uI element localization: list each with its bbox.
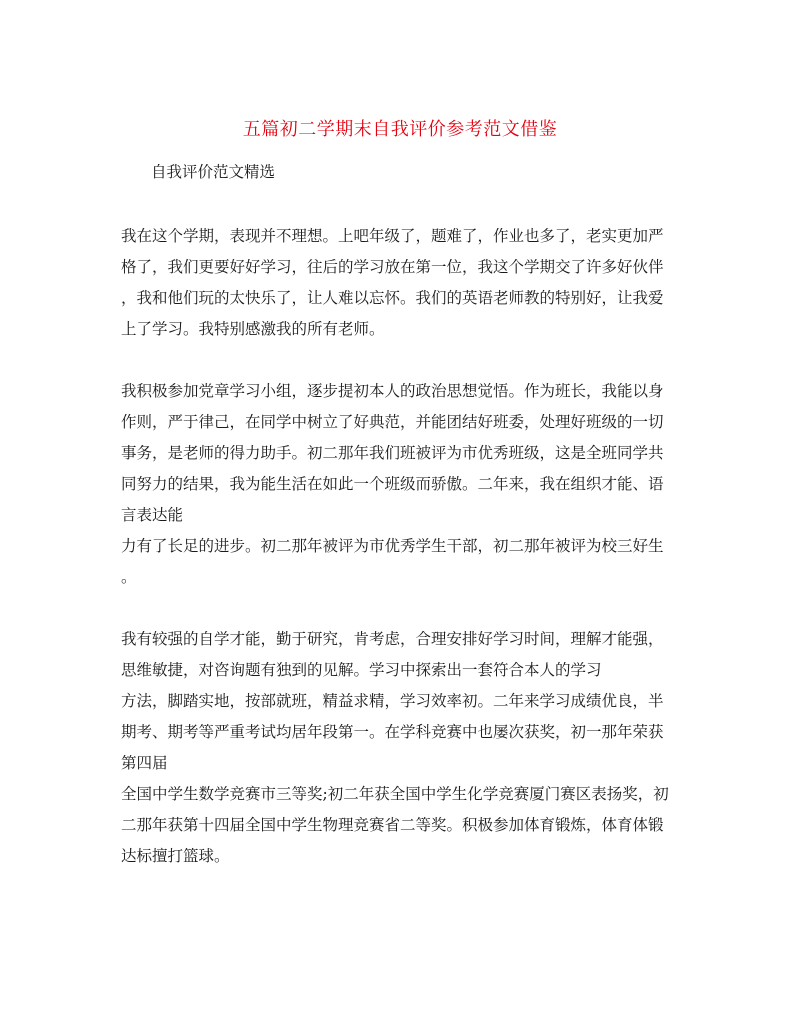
text-line: 第四届 xyxy=(121,754,168,772)
text-line: 思维敏捷，对咨询题有独到的见解。学习中探索出一套符合本人的学习 xyxy=(121,661,602,679)
text-line: 达标擅打篮球。 xyxy=(121,847,230,865)
text-line: 方法，脚踏实地，按部就班，精益求精，学习效率初。二年来学习成绩优良，半 xyxy=(121,692,664,710)
text-line: 作则，严于律己，在同学中树立了好典范，并能团结好班委，处理好班级的一切 xyxy=(121,413,664,431)
text-line: 力有了长足的进步。初二那年被评为市优秀学生干部，初二那年被评为校三好生 xyxy=(121,537,664,555)
text-line: 我积极参加党章学习小组，逐步提初本人的政治思想觉悟。作为班长，我能以身 xyxy=(121,382,664,400)
text-line: 。 xyxy=(121,568,137,586)
text-line: 言表达能 xyxy=(121,506,184,524)
text-line: 二那年获第十四届全国中学生物理竞赛省二等奖。积极参加体育锻炼，体育体锻 xyxy=(121,816,664,834)
text-line: 期考、期考等严重考试均居年段第一。在学科竞赛中也屡次获奖，初一那年荣获 xyxy=(121,723,664,741)
text-line: 上了学习。我特别感激我的所有老师。 xyxy=(121,320,385,338)
text-line: 我有较强的自学才能，勤于研究，肯考虑，合理安排好学习时间，理解才能强， xyxy=(121,630,664,648)
page-title: 五篇初二学期末自我评价参考范文借鉴 xyxy=(242,119,558,140)
text-line: 事务，是老师的得力助手。初二那年我们班被评为市优秀班级，这是全班同学共 xyxy=(121,444,664,462)
text-line: 我在这个学期，表现并不理想。上吧年级了，题难了，作业也多了，老实更加严 xyxy=(121,227,664,245)
text-line: ，我和他们玩的太快乐了，让人难以忘怀。我们的英语老师教的特别好，让我爱 xyxy=(121,289,664,307)
page-subtitle: 自我评价范文精选 xyxy=(151,163,276,181)
text-line: 格了，我们更要好好学习，往后的学习放在第一位，我这个学期交了许多好伙伴 xyxy=(121,258,664,276)
text-line: 同努力的结果，我为能生活在如此一个班级而骄傲。二年来，我在组织才能、语 xyxy=(121,475,664,493)
text-line: 全国中学生数学竞赛市三等奖;初二年获全国中学生化学竞赛厦门赛区表扬奖，初 xyxy=(121,785,669,803)
